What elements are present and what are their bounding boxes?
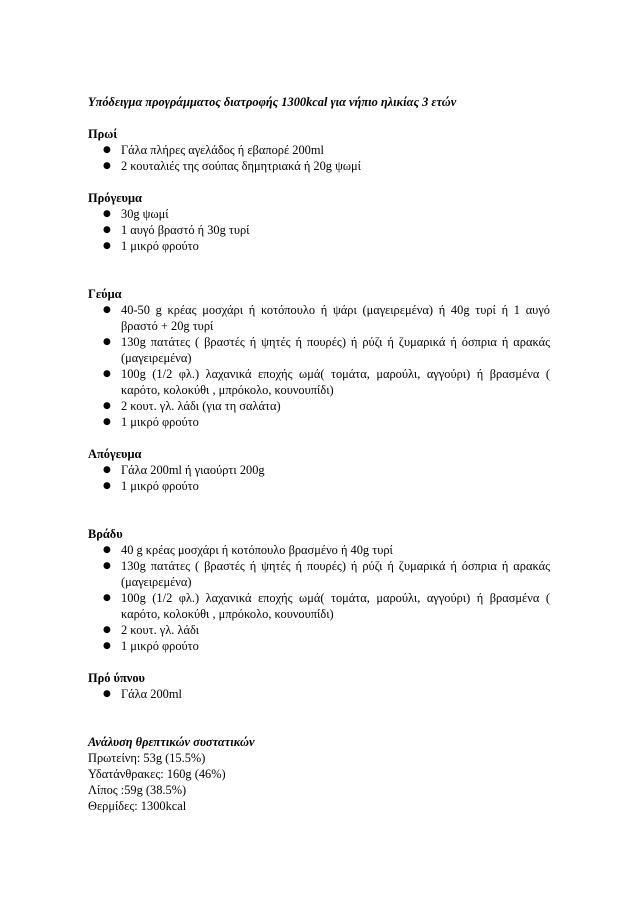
bullet-icon: ● [103,161,111,171]
bullet-icon: ● [103,145,111,155]
list-item: ● 30g ψωμί [103,207,169,221]
snack-list [88,206,550,254]
dinner-list [88,542,550,654]
nutrient-analysis [88,734,550,814]
section-heading-before-bed: Πρό ύπνου [88,671,145,685]
afternoon-list [88,462,550,494]
analysis-carbohydrates: Υδατάνθρακες: 160g (46%) [88,767,226,781]
section-dinner [88,526,550,654]
list-item: ● 100g (1/2 φλ.) λαχανικά εποχής ωμά( τομάτα, μαρούλι, αγγούρι) ή βρασμένα ( καρότο, κολοκύθι , μπρόκολο, κουνουπίδι) [103,367,550,397]
list-item: ● 1 μικρό φρούτο [103,639,199,653]
list-item: ● 1 μικρό φρούτο [103,415,199,429]
document-title: Υπόδειγμα προγράμματος διατροφής 1300kcal για νήπιο ηλικίας 3 ετών [88,95,457,109]
list-item: ● Γάλα 200ml [103,687,182,701]
list-item: ● 2 κουταλιές της σούπας δημητριακά ή 20g ψωμί [103,159,361,173]
section-morning [88,126,550,174]
bullet-icon: ● [103,481,111,491]
lunch-list [88,302,550,430]
bullet-icon: ● [103,417,111,427]
section-snack [88,190,550,254]
section-heading-morning: Πρωί [88,127,118,141]
list-item: ● 1 αυγό βραστό ή 30g τυρί [103,223,250,237]
bullet-icon: ● [103,545,111,555]
list-item: ● 1 μικρό φρούτο [103,239,199,253]
bullet-icon: ● [103,625,111,635]
section-heading-afternoon: Απόγευμα [88,447,142,461]
bullet-icon: ● [103,401,111,411]
section-before-bed [88,670,550,702]
bullet-icon: ● [103,225,111,235]
list-item: ● 130g πατάτες ( βραστές ή ψητές ή πουρές) ή ρύζι ή ζυμαρικά ή όσπρια ή αρακάς (μαγειρεμένα) [103,335,550,365]
analysis-calories: Θερμίδες: 1300kcal [88,799,187,813]
list-item: ● 40-50 g κρέας μοσχάρι ή κοτόπουλο ή ψάρι (μαγειρεμένα) ή 40g τυρί ή 1 αυγό βραστό + 20g τυρί [103,303,550,333]
bullet-icon: ● [103,369,111,379]
list-item: ● 2 κουτ. γλ. λάδι (για τη σαλάτα) [103,399,281,413]
list-item: ● 1 μικρό φρούτο [103,479,199,493]
bullet-icon: ● [103,337,111,347]
bullet-icon: ● [103,241,111,251]
section-heading-dinner: Βράδυ [88,527,123,541]
analysis-protein: Πρωτείνη: 53g (15.5%) [88,751,206,765]
bullet-icon: ● [103,561,111,571]
bullet-icon: ● [103,209,111,219]
list-item: ● 2 κουτ. γλ. λάδι [103,623,200,637]
morning-list [88,142,550,174]
bullet-icon: ● [103,593,111,603]
bullet-icon: ● [103,305,111,315]
analysis-heading: Ανάλυση θρεπτικών συστατικών [88,735,255,749]
section-lunch [88,286,550,430]
bullet-icon: ● [103,465,111,475]
bullet-icon: ● [103,641,111,651]
section-heading-snack: Πρόγευμα [88,191,142,205]
section-afternoon [88,446,550,494]
section-heading-lunch: Γεύμα [88,287,122,301]
analysis-fat: Λίπος :59g (38.5%) [88,783,187,797]
bullet-icon: ● [103,689,111,699]
list-item: ● Γάλα 200ml ή γιαούρτι 200g [103,463,265,477]
list-item: ● 100g (1/2 φλ.) λαχανικά εποχής ωμά( τομάτα, μαρούλι, αγγούρι) ή βρασμένα ( καρότο, κολοκύθι , μπρόκολο, κουνουπίδι) [103,591,550,621]
document-page [88,94,550,814]
list-item: ● 130g πατάτες ( βραστές ή ψητές ή πουρές) ή ρύζι ή ζυμαρικά ή όσπρια ή αρακάς (μαγειρεμένα) [103,559,550,589]
before-bed-list [88,686,550,702]
list-item: ● Γάλα πλήρες αγελάδος ή εβαπορέ 200ml [103,143,324,157]
list-item: ● 40 g κρέας μοσχάρι ή κοτόπουλο βρασμένο ή 40g τυρί [103,543,393,557]
